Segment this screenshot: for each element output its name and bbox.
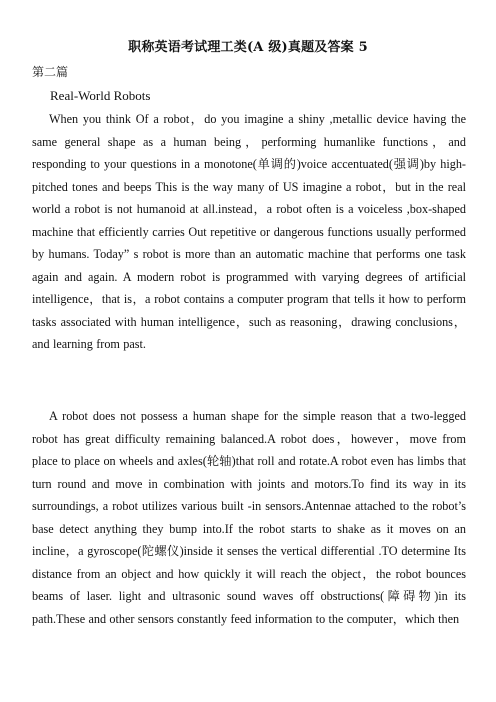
document-title: 职称英语考试理工类(A 级)真题及答案 5 — [128, 40, 368, 55]
paragraph: When you think Of a robot，do you imagine a shiny ,metallic device having the same general shape as a human being，performing humanlike functions，and responding to your questions in a monotone(单调的)voice accentuated(强调)by high-pitched tones and beeps This is the way many of US imagine a robot，but in the real world a robot is not humanoid at all.instead，a robot often is a voiceless ,box-shaped machine that efficiently carries Out repetitive or dangerous functions usually performed by humans. Today” s robot is more than an automatic machine that performs one task again and again. A modern robot is programmed with varying degrees of artificial intelligence，that is，a robot contains a computer program that tells it how to perform tasks associated with human intelligence，such as reasoning，drawing conclusions，and learning from past. — [32, 112, 466, 351]
article-title: Real-World Robots — [50, 88, 151, 103]
section-label: 第二篇 — [32, 65, 69, 79]
paragraph: A robot does not possess a human shape for the simple reason that a two-legged robot has great difficulty remaining balanced.A robot does，however，move from place to place on wheels and axles(轮轴)that roll and rotate.A robot even has limbs that turn round and move in combination with joints and motors.To find its way in its surroundings, a robot utilizes various built -in sensors.Antennae attached to the robot’s base detect anything they bump into.If the robot starts to shake as it moves on an incline，a gyroscope(陀螺仪)inside it senses the vertical differential .TO determine Its distance from an object and how quickly it will reach the object，the robot bounces beams of laser. light and ultrasonic sound waves off obstructions(障碍物)in its path.These and other sensors constantly feed information to the computer，which then — [32, 409, 466, 626]
